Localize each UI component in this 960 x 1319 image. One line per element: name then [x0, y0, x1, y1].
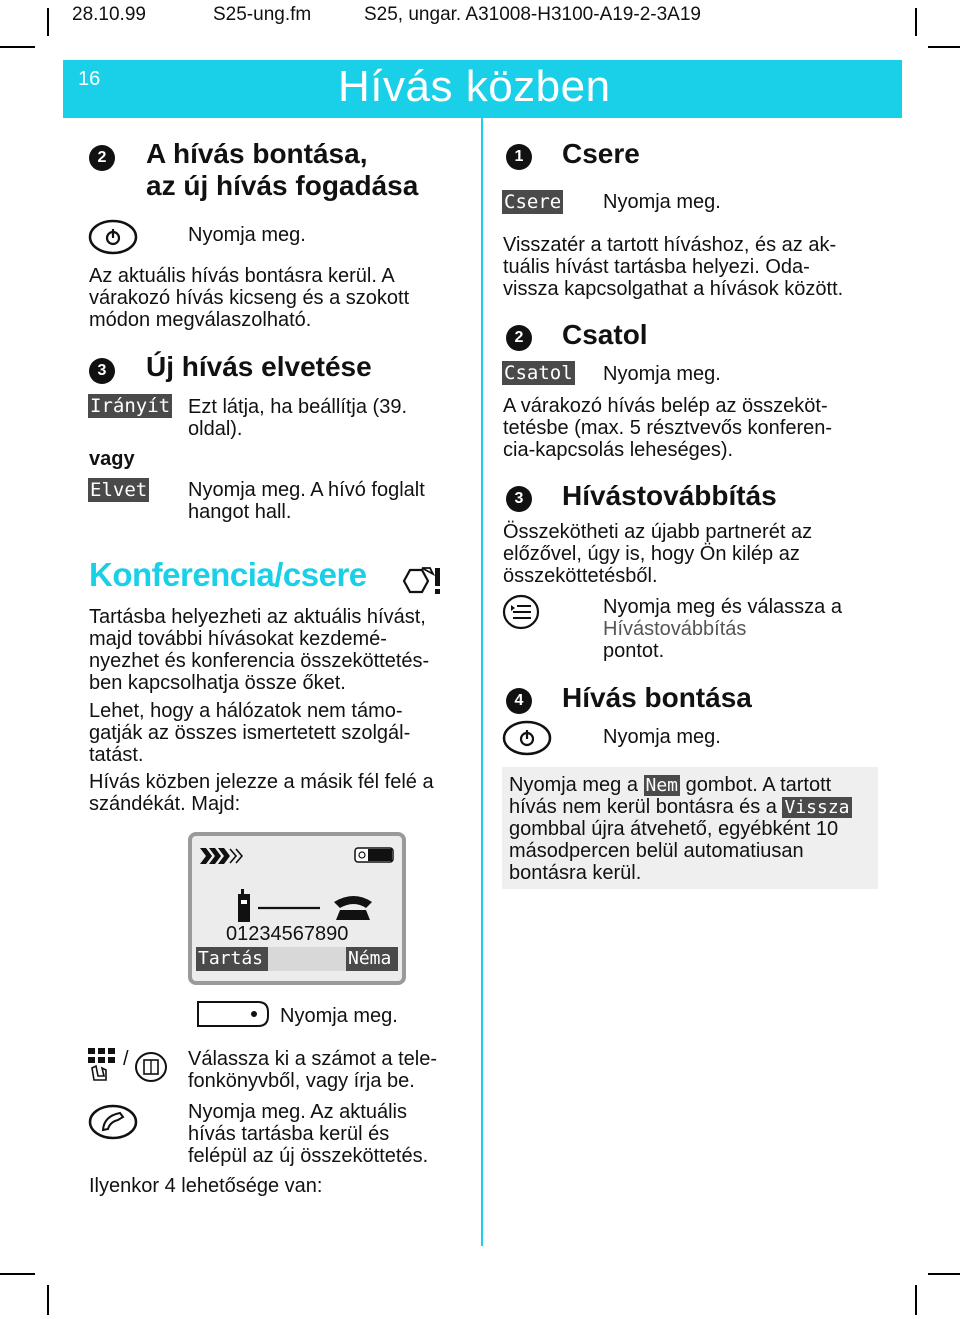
body-text: cia-kapcsolás leheséges).	[503, 439, 734, 461]
phonebook-key-icon	[134, 1050, 168, 1084]
body-text: Az aktuális hívás bontásra kerül. A	[89, 265, 395, 287]
note-text: hívás nem kerül bontásra és a	[509, 796, 783, 818]
section-title: Hívástovábbítás	[562, 480, 777, 511]
body-text: Nyomja meg. Az aktuális	[188, 1101, 407, 1123]
body-text: felépül az új összeköttetés.	[188, 1145, 429, 1167]
body-text: Válassza ki a számot a tele-	[188, 1048, 437, 1070]
body-text: várakozó hívás kicseng és a szokott	[89, 287, 410, 309]
note-text: gombot. A tartott	[680, 774, 832, 796]
instruction-text: Nyomja meg.	[603, 191, 721, 213]
header-date: 28.10.99	[72, 4, 146, 25]
note-line	[509, 774, 831, 797]
softkey-button-icon	[196, 998, 272, 1030]
page-number: 16	[78, 68, 101, 90]
crop-mark	[915, 1285, 917, 1315]
menu-key-icon	[502, 594, 540, 630]
body-text: hangot hall.	[188, 501, 292, 523]
softkey-iranyit[interactable]: Irányít	[90, 395, 171, 417]
body-text: oldal).	[188, 418, 243, 440]
step-number: 4	[506, 688, 532, 714]
body-text: Lehet, hogy a hálózatok nem támo-	[89, 700, 403, 722]
softkey-elvet[interactable]: Elvet	[90, 479, 148, 501]
crop-mark	[928, 1273, 960, 1275]
note-text: Nyomja meg a	[509, 774, 644, 796]
body-text: vissza kapcsolgathat a hívások között.	[503, 278, 844, 300]
body-text: Hívás közben jelezze a másik fél felé a	[89, 771, 434, 793]
body-text: Visszatér a tartott híváshoz, és az ak-	[503, 234, 837, 256]
call-key-icon	[88, 1104, 138, 1140]
instruction-text: Nyomja meg.	[188, 224, 306, 246]
section-title: Hívás bontása	[562, 682, 752, 713]
body-text: módon megválaszolható.	[89, 309, 312, 331]
note-text: bontásra kerül.	[509, 862, 642, 884]
instruction-text: Nyomja meg.	[603, 363, 721, 385]
instruction-text: Nyomja meg.	[603, 726, 721, 748]
section-title: Csere	[562, 138, 640, 169]
crop-mark	[915, 8, 917, 36]
softkey-csere[interactable]: Csere	[504, 191, 562, 213]
crop-mark	[47, 8, 49, 36]
network-service-icon	[402, 566, 444, 596]
step-number: 2	[89, 145, 115, 171]
section-title: Csatol	[562, 319, 648, 350]
softkey-nem[interactable]: Nem	[645, 775, 679, 796]
note-line	[509, 796, 852, 819]
body-text: Ezt látja, ha beállítja (39.	[188, 396, 408, 418]
softkey-vissza[interactable]: Vissza	[784, 797, 850, 818]
softkey-tartas[interactable]: Tartás	[196, 947, 268, 971]
instruction-text: pontot.	[603, 640, 665, 662]
instruction-text: Nyomja meg és válassza a	[603, 596, 842, 618]
note-text: másodpercen belül automatiusan	[509, 840, 804, 862]
step-number: 1	[506, 144, 532, 170]
phone-number: 01234567890	[226, 923, 349, 945]
body-text: Ilyenkor 4 lehetősége van:	[89, 1175, 323, 1197]
crop-mark	[928, 46, 960, 48]
step-number: 2	[506, 325, 532, 351]
call-connection-icon	[236, 888, 376, 924]
softkey-nema[interactable]: Néma	[346, 947, 398, 971]
step-number: 3	[89, 358, 115, 384]
instruction-text: Nyomja meg.	[280, 1005, 398, 1027]
crop-mark	[0, 46, 35, 48]
body-text: Tartásba helyezheti az aktuális hívást,	[89, 606, 426, 628]
end-call-key-icon	[502, 720, 552, 756]
battery-icon	[354, 845, 396, 865]
menu-item-hivastovabbitas[interactable]: Hívástovábbítás	[603, 618, 747, 640]
crop-mark	[47, 1285, 49, 1315]
section-title: A hívás bontása,	[146, 138, 368, 169]
or-label: vagy	[89, 448, 135, 470]
body-text: fonkönyvből, vagy írja be.	[188, 1070, 415, 1092]
section-title: Új hívás elvetése	[146, 351, 372, 382]
crop-mark	[0, 1273, 35, 1275]
body-text: Nyomja meg. A hívó foglalt	[188, 479, 425, 501]
body-text: Összekötheti az újabb partnerét az	[503, 521, 813, 543]
body-text: szándékát. Majd:	[89, 793, 241, 815]
body-text: tatást.	[89, 744, 144, 766]
step-number: 3	[506, 486, 532, 512]
body-text: ben kapcsolhatja össze őket.	[89, 672, 346, 694]
body-text: összeköttetésből.	[503, 565, 658, 587]
page-title: Hívás közben	[338, 62, 611, 111]
keypad-icon	[86, 1046, 120, 1082]
end-call-key-icon	[88, 219, 138, 255]
softkey-csatol[interactable]: Csatol	[504, 362, 573, 384]
section-heading: Konferencia/csere	[89, 556, 367, 593]
column-divider	[481, 118, 483, 1246]
body-text: tuális hívást tartásba helyezi. Oda-	[503, 256, 810, 278]
body-text: tetésbe (max. 5 résztvevős konferen-	[503, 417, 833, 439]
body-text: gatják az összes ismertetett szolgál-	[89, 722, 411, 744]
body-text: hívás tartásba kerül és	[188, 1123, 390, 1145]
phone-display	[188, 832, 406, 985]
body-text: A várakozó hívás belép az összeköt-	[503, 395, 828, 417]
body-text: nyezhet és konferencia összeköttetés-	[89, 650, 430, 672]
signal-strength-icon	[200, 846, 250, 866]
header-doc: S25, ungar. A31008-H3100-A19-2-3A19	[364, 4, 701, 25]
body-text: majd további hívásokat kezdemé-	[89, 628, 387, 650]
section-title: az új hívás fogadása	[146, 170, 419, 201]
note-text: gombbal újra átvehető, egyébként 10	[509, 818, 839, 840]
separator-slash: /	[123, 1048, 129, 1070]
body-text: előzővel, úgy is, hogy Ön kilép az	[503, 543, 800, 565]
header-file: S25-ung.fm	[213, 4, 312, 25]
